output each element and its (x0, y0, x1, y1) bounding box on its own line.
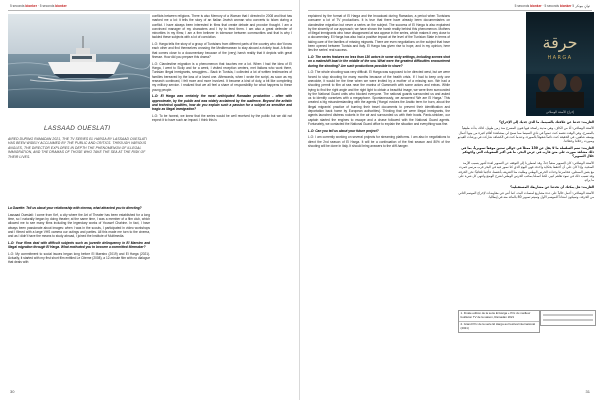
awards-line (543, 314, 593, 316)
interview-question: L.O: Your films deal with difficult subjects such as juvenile delinquency in El Maestro and illegal migration through El Harga. What motivated you to become a committed filmmaker? (8, 240, 150, 250)
left-running-header (10, 4, 67, 8)
interview-paragraph: L.O: The whole shooting was very difficult. El Harga was supposed to be directed west, but we were forced to stop shooting for many months because of the health crisis. If I had to keep only one anecdote, it would be the time when we were invited by a mother of a missing son. We had a shooting permit to film at sea near the marina of Gammarth with some actors and extras. While trying to find the right angle and the right light to obtain a beautiful image, we were then surrounded by the National Guard units who blocked everyone. The national guards surrounded us and asked us to identify ourselves with a megaphone. Spontaneously, we answered 'We are El Harga.' This created a big misunderstanding with the agents ('Harga' evokes the Arabic term for burn, about the illegal migrants' practice of burning their travel documents to prevent their identification and deportation back home by European authorities). Thinking that we were illegal immigrants, the agents launched distress rockets in the air and surrounded us with their boats. Panic-stricken, our captain started the engines to escape and a chase followed with the National Guard agents. Fortunately, we contacted the National Guard office to explain the situation and everything was fine. (308, 70, 450, 126)
interview-question: L.O: El Harga was certainly the most anticipated Ramadan production - often with approximate, by the public and was widely acclaimed by the audience. Beyond the artistic and technical qualities, how do you explain such a passion for a subject as sensitive and tragic as illegal immigration? (152, 94, 292, 112)
harga-poster (526, 12, 594, 116)
arabic-awards-box (540, 310, 596, 326)
header-label-2: 5 seconds (39, 4, 55, 8)
header-rule (8, 10, 292, 11)
awards-row: 1. Finale edition de la serie El Harga + Prix du meilleur feuilleton TV de la saison, Ramadan 2021 (459, 311, 539, 322)
header-brand: bionker (25, 4, 37, 8)
page-number-right: 31 (585, 389, 590, 394)
header-label-2: 5 seconds (544, 4, 559, 8)
left-text-column-1 (8, 206, 150, 384)
interview-paragraph: explained by the format of El Harga and the broadcast during Ramadan, a period when Tunisians consume a lot of TV productions. It is true that there have already been documentaries on clandestine migration but never a series on the subject. The success of El Harga is also explained by the sincerity of our approach; we have shown the harsh reality behind this phenomenon. Mothers of illegal immigrants who have disappeared at sea appear in the series, which makes it very close to a documentary. El Harga has also had a positive impact at the level of the Tunisian State in terms of taking care of the families of missing migrants. There are even negotiations on the subject that have been opened between Tunisia and Italy. El Harga has given rise to hope, and in my opinion, here lies the series' real success. (308, 14, 450, 53)
right-english-column (308, 14, 450, 384)
header-label: 5 seconds (10, 4, 25, 8)
header-label: 5 seconds (514, 4, 530, 8)
poster-artwork (526, 12, 594, 116)
awards-row: 2. Grand Prix de la serie El Harga au Festival international (2021) (460, 322, 536, 330)
interview-paragraph: الأسعد الوسلاتي: كان التصوير صعباً جداً، وقد اضطررنا إلى التوقف عن التصوير لعدة أشهر بسبب الأزمة الصحية. وإذا كان علي أن أحتفظ بحكاية واحدة، فهي اليوم الذي كنا نصور فيه في البحر قرب مرسى قمرت مع بعض الممثلين، فحاصرتنا وحدات الحرس الوطني وطلبت منا التعريف بأنفسنا، فأجبنا تلقائياً: نحن الحرقة. وقد تسبب ذلك في سوء تفاهم كبير، لكننا اتصلنا بمكتب الحرس الوطني لشرح الوضع وانتهى كل شيء على ما يرام. (457, 160, 594, 183)
intro-blurb: AIRED DURING RAMADAN 2021, THE TV SERIES EL HARGA BY LASSAAD OUESLATI HAS BEEN WIDELY ACCLAIMED BY THE PUBLIC AND CRITICS. THROUGH VARIOUS ANGLES, THE DIRECTOR EXPLORES IN DEPTH THE PHENOMENON OF ILLEGAL IMMIGRATION, AND THE DRAMAS OF THOSE WHO TAKE THE SEA AT THE RISK OF THEIR LIVES. (8, 137, 147, 159)
header-brand-2: bionker (559, 4, 572, 8)
boat-photo-image (8, 14, 150, 108)
interview-question: الغازيت: حدثنا عن علاقتك بالسينما، ما الذي جذبك إلى الإخراج؟ (499, 120, 594, 124)
header-separator: · (542, 4, 545, 8)
header-arabic: 5 ثوانٍ بيونكر (572, 4, 590, 8)
interview-paragraph: conflicts between religions. There is also Memory of a Woman that I directed in 2008 and that has marked me a lot: it tells the story of an Italian Jewish woman who converts to Islam during a conflict. I have always been interested in films that create debate and provoke thought. I am a convinced manager of my characters and I try to feed them. I am also a great defender of minorities in my films; I am a firm believer in tolerance between communities and that is why I tackled these subjects with a lot of conviction. (152, 14, 292, 40)
awards-line (543, 319, 593, 321)
poster-credit: إخراج الأسعد الوسلاتي (545, 110, 575, 114)
interview-paragraph: الأسعد الوسلاتي: أنا من الكاف، وهي مدينة راسخة فيها فنون المسرح منذ زمن طويل، لذلك بدأت طبيعياً بالمسرح، وفي الوقت نفسه كنت عضواً في نادي السينما مما سمح لي بمشاهدة أفلام كثيرة من بينها أعمال يوسف شاهين. في الحقيقة كنت دائماً شغوفاً بالصورة، وعندما كنت في الكشافة شاركت في ورشات الفيديو وصورت رحلاتنا وحفلاتنا. (457, 126, 594, 144)
interview-paragraph: L.O: My commitment to social issues began long before El Maestro (2019) and El Harga (2021). Actually, it started with my first short film entitled Le Citerne (2008), a 12-minute film with no dialogue that deals with (8, 251, 150, 265)
awards-box (458, 310, 540, 333)
header-separator: · (37, 4, 40, 8)
right-arabic-column (456, 120, 594, 306)
coast-guard-boat-photo (8, 14, 150, 108)
interview-question: La Gazette: Tell us about your relationship with cinema, what attracted you to directing? (8, 206, 142, 210)
header-rule (308, 10, 592, 11)
interview-question: L.O: Can you tell us about your future project? (308, 128, 379, 133)
interview-paragraph: L.O: Harga tells the story of a group of Tunisians from different parts of the country who don't know each other and find themselves crossing the Mediterranean to stay aboard a rickety boat. A fiction that comes close to a documentary because of the (very) harsh reality that it depicts with great finesse. How did you prepare this drama? (152, 42, 292, 60)
poster-title-english: HARGA (547, 55, 573, 61)
header-brand-2: bionker (55, 4, 67, 8)
header-brand: bionker (530, 4, 542, 8)
interview-paragraph: L.O: I am currently working on several projects for streaming platforms. I am also in negotiations to direct the 2nd season of El Harga. It will be a continuation of the first season and 80% of the shooting will be done in Italy. It should bring answers to the cliff-hanger. (308, 135, 450, 148)
interview-paragraph: Lassaad Oueslati: I come from Kef, a city where the Art of Theater has been established for a long time, so I naturally began by doing theater; at the same time, I was a member of a film club, which allowed me to see many films including the legendary works of Youssef Chahine. In fact, I have always been passionate about images: when I was in the scouts, I participated in video workshops and I filmed with a large VHS camera our outings and parties. All this made me turn to the cinema, and as I didn't have the means to study abroad, I joined the Institute of Multimedia. (8, 212, 150, 239)
interview-subject-name: LASSAAD OUESLATI (44, 125, 111, 132)
interview-paragraph: L.O: Clandestine migration is a phenomenon that touches me a lot. When I had the idea of El Harga, I went to Sicily and for a week, I visited reception centers, met Italians who work there, Tunisian illegal immigrants, smugglers... Back in Tunisia, I collected a lot of written testimonies of families bereaved by the loss of a loved one. Afterwards, when I wrote the script, as soon as my research continued, I felt more and more involved. It became a kind of duty, a bit like completing my military service. I realized that we all feel a share of responsibility for what happens to these young people. (152, 61, 292, 92)
interview-question: الغازيت: هل يمكنك أن تحدثنا عن مشاريعك المستقبلية؟ (510, 184, 594, 189)
page-number-left: 30 (10, 389, 15, 394)
poster-title-arabic: حرقة (542, 33, 578, 52)
interview-paragraph: الأسعد الوسلاتي: أعمل حالياً على عدة مشاريع لمنصات البث، كما أنني في مفاوضات لإخراج الموسم الثاني من الحرقة، وسيكون امتداداً للموسم الأول وسيتم تصوير 80 بالمائة منه في إيطاليا. (458, 191, 594, 200)
right-page (300, 0, 600, 400)
interview-paragraph: L.O: To be honest, we knew that the series would be well received by the public but we did not expect it to have such an impact. I think this is (152, 113, 292, 123)
interview-question: الغازيت: تضم السلسلة ما لا يقل عن 130 ممثلاً في حوالي ستين موقعاً تصويرياً، بما في ذلك مشاهد صورت على متن قارب في عرض البحر. ما هي أكبر الصعوبات التي واجهتكم خلال التصوير؟ (461, 145, 594, 159)
left-text-column-2 (152, 14, 292, 384)
right-running-header (515, 4, 590, 8)
interview-question: L.O: The series features no less than 130 actors in some sixty settings, including scenes shot on a makeshift boat in the middle of the sea. What were the greatest difficulties encountered during the shooting? Are such productions possible to share? (308, 55, 450, 68)
